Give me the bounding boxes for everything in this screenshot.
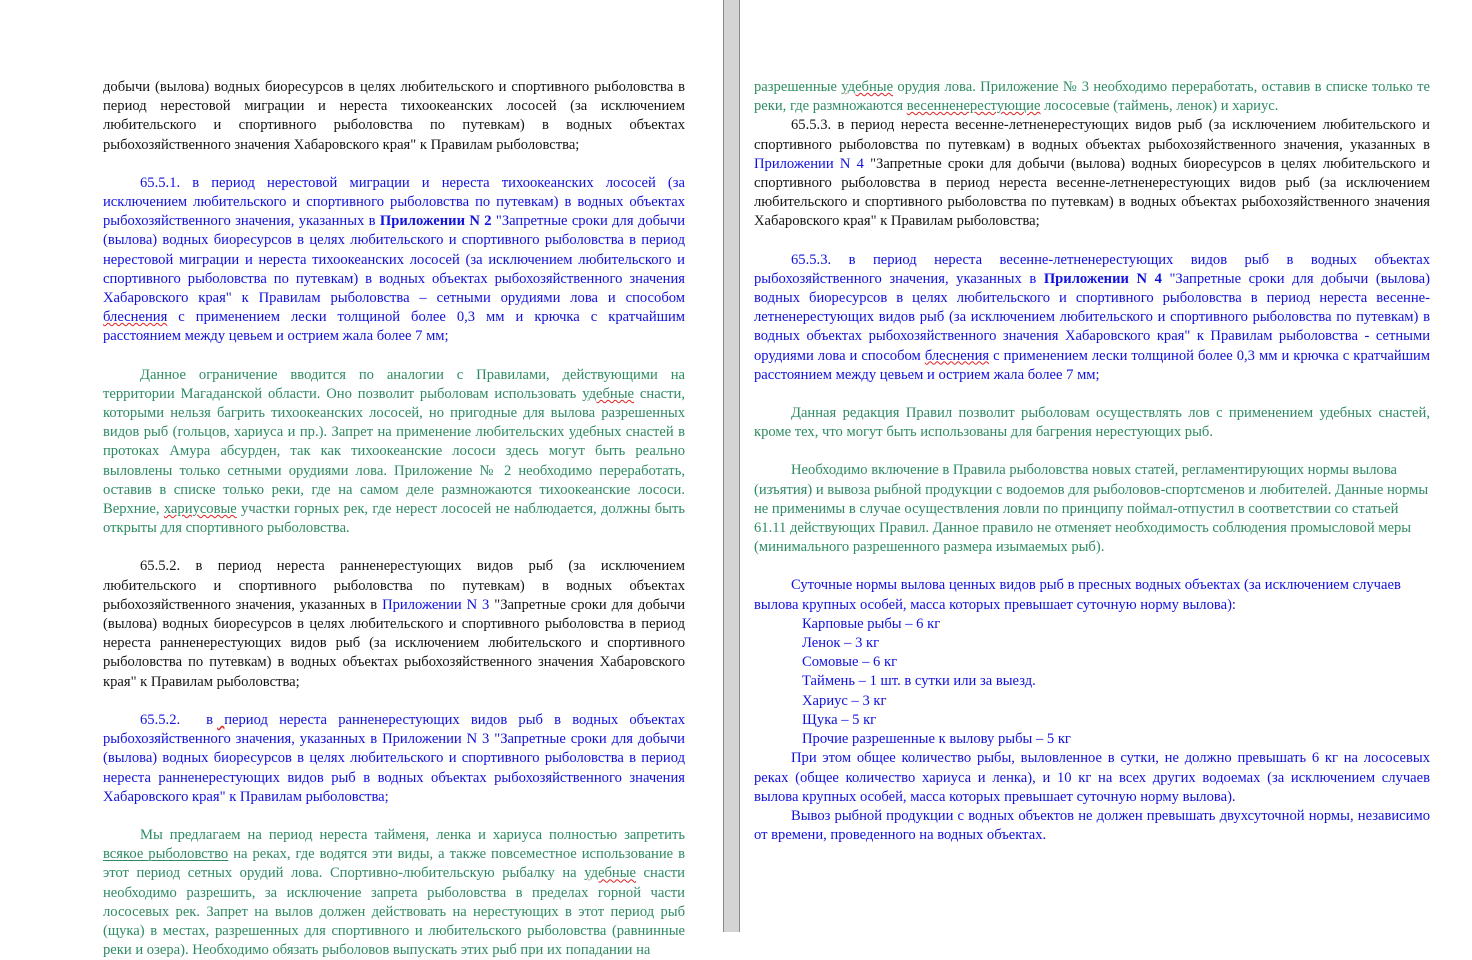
paragraph-spacer bbox=[103, 347, 685, 366]
spellcheck-word-vesennenerestuyushchie: весенненерестующие bbox=[906, 98, 1041, 115]
paragraph-comment-restriction bbox=[103, 366, 685, 539]
right-continuation-part1: разрешенные bbox=[754, 79, 842, 95]
underlined-phrase-vsyakoe-rybolovstvo: всякое рыболовство bbox=[103, 846, 229, 863]
list-item: Сомовые – 6 кг bbox=[802, 654, 898, 671]
spellcheck-word-udebnye-3: удебные bbox=[841, 79, 894, 95]
paragraph-continuation-left: добычи (вылова) водных биоресурсов в целях любительского и спортивного рыболовства в период нерестовой миграции и нереста тихоокеанских лососей (за исключением любительского и спортивного рыболовства по путевкам) в водных объектах рыбохозяйственного значения Хабаровского края" к Правилам рыболовства; bbox=[103, 79, 685, 153]
paragraph-spacer bbox=[754, 442, 1430, 461]
clause-65-5-2-text-part1: 65.5.2. в период нереста ранненерестующих видов рыб (за исключением любительского и спортивного рыболовства по путевкам) в водных объектах рыбохозяйственного значения, указанных в bbox=[103, 558, 685, 613]
paragraph-spacer bbox=[103, 807, 685, 826]
list-item: Карповые рыбы – 6 кг bbox=[802, 615, 941, 632]
daily-catch-norms-list bbox=[754, 615, 1430, 749]
proposal-text-part1: Мы предлагаем на период нереста тайменя, ленка и хариуса полностью запретить bbox=[140, 826, 685, 843]
appendix-reference-n2[interactable]: Приложении N 2 bbox=[379, 213, 492, 230]
clause-65-5-1-text-part3: с применением лески толщиной более 0,3 мм и крючка с кратчайшим расстоянием между цевьем и острием жала более 7 мм; bbox=[103, 309, 685, 345]
list-item: Хариус – 3 кг bbox=[802, 692, 887, 709]
paragraph-comment-revision: Данная редакция Правил позволит рыболовам осуществлять лов с применением удебных снастей, кроме тех, что могут быть использованы для багрения нерестующих рыб. bbox=[754, 405, 1430, 441]
appendix-reference-n4-bold[interactable]: Приложении N 4 bbox=[1043, 270, 1162, 287]
proposal-text-part3: снасти необходимо разрешить, за исключение запрета рыболовства в пределах горной части лососевых рек. Запрет на вылов должен действовать на нерестующих в этот период рыб (щука) в местах, разрешенных для спортивного и любительского рыболовства (равнинные реки и озера). Необходимо обязать рыболовов выпускать этих рыб при их попадании на bbox=[103, 865, 685, 959]
spellcheck-word-udebnye-2: удебные bbox=[584, 865, 637, 882]
paragraph-65-5-3-original bbox=[754, 116, 1430, 231]
paragraph-spacer bbox=[754, 232, 1430, 251]
page-divider-gutter bbox=[723, 0, 740, 932]
list-item: Таймень – 1 шт. в сутки или за выезд. bbox=[802, 673, 1036, 690]
proposal-text-part2: на реках, где водятся эти виды, а также повсеместное использование в этот период сетных орудий лова. Спортивно-любительскую рыбалку на bbox=[103, 846, 686, 882]
clause-65-5-3-revised-part2: "Запретные сроки для добычи (вылова) водных биоресурсов в целях любительского и спортивного рыболовства в период нереста весенне-летненерестующих видов рыб (за исключением любительского и спортивного рыболовства по путевкам) в водных объектах рыбохозяйственного значения Хабаровского края" к Правилам рыболовства - сетными орудиями лова и способом bbox=[754, 270, 1431, 364]
clause-65-5-1-text-part2: "Запретные сроки для добычи (вылова) водных биоресурсов в целях любительского и спортивного рыболовства в период нерестовой миграции и нереста тихоокеанских лососей (за исключением любительского и спортивного рыболовства по путевкам) в водных объектах рыбохозяйственного значения Хабаровского края" к Правилам рыболовства – сетными орудиями лова и способом bbox=[103, 213, 686, 307]
paragraph-spacer bbox=[103, 538, 685, 557]
paragraph-continuation-right bbox=[754, 78, 1430, 116]
clause-65-5-3-text-part2: "Запретные сроки для добычи (вылова) водных биоресурсов в целях любительского и спортивного рыболовства в период нереста весенне-летненерестующих видов рыб (за исключением любительского и спортивного рыболовства по путевкам) в водных объектах рыбохозяйственного значения Хабаровского края" к Правилам рыболовства; bbox=[754, 155, 1430, 230]
paragraph-new-articles-proposal: Необходимо включение в Правила рыболовства новых статей, регламентирующих нормы вылова (изъятия) и вывоза рыбной продукции с водоемов для рыболовов-спортсменов и любителей. Данные нормы не применимы в случае осуществления ловли по принципу поймал-отпустил в соответствии со статьей 61.11 действующих Правил. Данное правило не отменяет необходимость соблюдения промысловой меры (минимального разрешенного размера изымаемых рыб). bbox=[754, 462, 1429, 556]
paragraph-export-limit: Вывоз рыбной продукции с водных объектов не должен превышать двухсуточной нормы, независимо от времени, проведенного на водных объектах. bbox=[754, 807, 1430, 844]
list-item: Щука – 5 кг bbox=[802, 711, 877, 728]
paragraph-65-5-2-original bbox=[103, 557, 685, 691]
paragraph-65-5-1 bbox=[103, 174, 685, 347]
comment-text-part3: участки горных рек, где нерест лососей не наблюдается, должны быть открыты для спортивного рыболовства. bbox=[103, 501, 686, 537]
spellcheck-gap-marker bbox=[180, 711, 206, 730]
paragraph-spacer bbox=[754, 557, 1430, 576]
paragraph-65-5-2-revised bbox=[103, 711, 685, 807]
clause-65-5-3-text-part1: 65.5.3. в период нереста весенне-летненерестующих видов рыб (за исключением любительского и спортивного рыболовства по путевкам) в водных объектах рыбохозяйственного значения, указанных в bbox=[754, 117, 1430, 153]
paragraph-spacer bbox=[754, 385, 1430, 404]
spellcheck-word-udebnye: удебные bbox=[582, 385, 635, 402]
document-page-right bbox=[740, 0, 1472, 932]
list-item: Прочие разрешенные к вылову рыбы – 5 кг bbox=[802, 731, 1071, 748]
paragraph-65-5-3-revised bbox=[754, 251, 1430, 385]
clause-65-5-2-revised-number: 65.5.2. bbox=[140, 711, 181, 728]
appendix-reference-n4-link[interactable]: Приложении N 4 bbox=[754, 155, 864, 172]
right-continuation-part2: орудия лова. Приложение № 3 необходимо переработать, оставив в списке только те реки, где размножаются bbox=[754, 79, 1430, 115]
clause-65-5-2-text-part2: "Запретные сроки для добычи (вылова) водных биоресурсов в целях любительского и спортивного рыболовства в период нереста ранненерестующих видов рыб (за исключением любительского и спортивного рыболовства по путевкам) в водных объектах рыбохозяйственного значения Хабаровского края" к Правилам рыболовства; bbox=[103, 596, 686, 690]
spellcheck-word-blesneniya-2: блеснения bbox=[924, 347, 990, 364]
clause-65-5-3-revised-part3: с применением лески толщиной более 0,3 мм и крючка с кратчайшим расстоянием между цевьем и острием жала более 7 мм; bbox=[754, 347, 1430, 383]
spellcheck-word-blesneniya: блеснения bbox=[103, 309, 168, 326]
paragraph-proposal-spawning-ban bbox=[103, 826, 685, 960]
paragraph-spacer bbox=[103, 692, 685, 711]
right-continuation-part3: лососевые (таймень, ленок) и хариус. bbox=[1040, 98, 1279, 115]
paragraph-spacer bbox=[103, 155, 685, 174]
document-page-left bbox=[0, 0, 723, 959]
list-item: Ленок – 3 кг bbox=[802, 635, 880, 652]
clause-65-5-3-revised-part1: 65.5.3. в период нереста весенне-летненерестующих видов рыб в водных объектах рыбохозяйственного значения, указанных в bbox=[754, 251, 1430, 287]
comment-text-part2: снасти, которыми нельзя багрить тихоокеанских лососей, но пригодные для вылова разрешенных видов рыб (гольцов, хариуса и пр.). Запрет на применение любительских удебных снастей в протоках Амура абсурден, так как тихоокеанские лососи здесь могут быть реально выловлены только сетными орудиями лова. Приложение № 2 необходимо переработать, оставив в списке только реки, где на самом деле размножаются тихоокеанские лососи. Верхние, bbox=[103, 385, 685, 518]
paragraph-total-catch-limit: При этом общее количество рыбы, выловленное в сутки, не должно превышать 6 кг на лососевых реках (общее количество хариуса и ленка), и 10 кг на всех других водоемах (за исключением случаев вылова крупных особей, масса которых превышает суточную норму вылова). bbox=[754, 750, 1430, 805]
comment-text-part1: Данное ограничение вводится по аналогии с Правилами, действующими на территории Магаданской области. Оно позволит рыболовам использовать bbox=[103, 366, 685, 402]
paragraph-daily-norms-intro: Суточные нормы вылова ценных видов рыб в пресных водных объектах (за исключением случаев вылова крупных особей, масса которых превышает суточную норму вылова): bbox=[754, 577, 1401, 613]
spellcheck-word-hariusovye: хариусовые bbox=[163, 501, 237, 518]
clause-65-5-2-revised-text: в период нереста ранненерестующих видов рыб в водных объектах рыбохозяйственного значения, указанных в Приложении N 3 "Запретные сроки для добычи (вылова) водных биоресурсов в целях любительского и спортивного рыболовства в период нереста ранненерестующих видов рыб в водных объектах рыбохозяйственного значения Хабаровского края" к Правилам рыболовства; bbox=[103, 711, 685, 805]
appendix-reference-n3-link[interactable]: Приложении N 3 bbox=[382, 596, 490, 613]
clause-65-5-1-text-part1: 65.5.1. в период нерестовой миграции и нереста тихоокеанских лососей (за исключением любительского и спортивного рыболовства по путевкам) в водных объектах рыбохозяйственного значения, указанных в bbox=[103, 174, 685, 230]
